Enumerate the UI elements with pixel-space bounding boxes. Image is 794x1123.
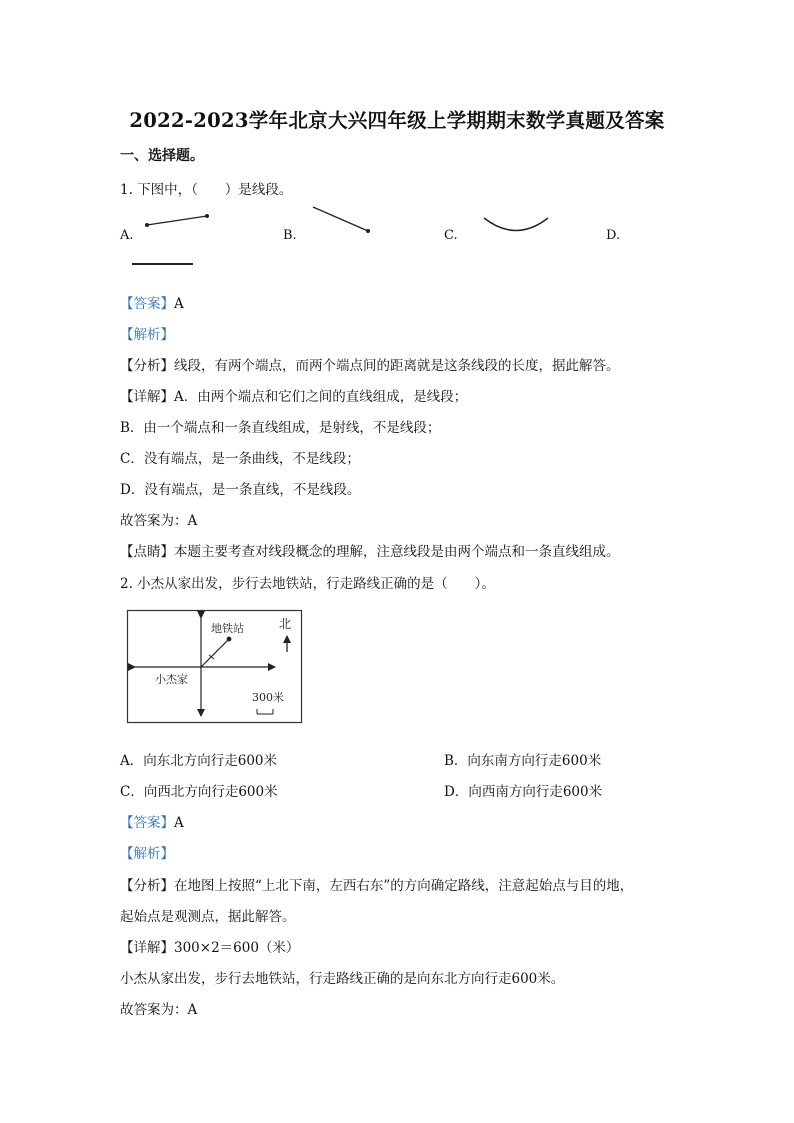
page-title: 2022-2023学年北京大兴四年级上学期期末数学真题及答案 bbox=[129, 109, 665, 132]
q2-fenxi bbox=[120, 874, 633, 894]
q2-fenxi-line2: 起始点是观测点，据此解答。 bbox=[120, 909, 296, 925]
q2-map bbox=[125, 608, 305, 726]
map-route-line bbox=[201, 639, 229, 667]
q1-figure-c-curve bbox=[484, 218, 548, 231]
q2-answer-value: A bbox=[174, 815, 184, 831]
q2-detail: 小杰从家出发，步行去地铁站，行走路线正确的是向东北方向行走600米。 bbox=[120, 971, 565, 987]
q1-stem: 1. 下图中，（ ）是线段。 bbox=[120, 182, 293, 198]
q1-option-c-label: C. bbox=[444, 228, 458, 243]
q2-analysis-tag: 【解析】 bbox=[120, 846, 174, 862]
q2-fenxi-tag: 【分析】 bbox=[120, 878, 174, 894]
q1-option-a-label: A. bbox=[120, 228, 134, 243]
q2-answer-tag: 【答案】 bbox=[120, 815, 174, 831]
q1-dianjing-text: 本题主要考查对线段概念的理解，注意线段是由两个端点和一条直线组成。 bbox=[174, 544, 620, 560]
q1-answer-tag: 【答案】 bbox=[120, 296, 174, 312]
q1-fenxi bbox=[120, 354, 620, 374]
q1-answer bbox=[120, 292, 184, 312]
q2-stem: 2. 小杰从家出发，步行去地铁站，行走路线正确的是（ ）。 bbox=[120, 576, 495, 592]
q1-option-d-label: D. bbox=[606, 228, 621, 243]
station-point bbox=[227, 637, 232, 642]
home-label: 小杰家 bbox=[155, 673, 188, 686]
q1-answer-value: A bbox=[174, 296, 184, 312]
q1-fenxi-tag: 【分析】 bbox=[120, 358, 174, 374]
q2-answer bbox=[120, 811, 184, 831]
q2-xiangjie-tag: 【详解】 bbox=[120, 940, 174, 956]
scale-label: 300米 bbox=[252, 691, 284, 704]
q2-xiangjie bbox=[120, 936, 299, 956]
q1-dianjing-tag: 【点睛】 bbox=[120, 544, 174, 560]
q1-line-c: C．没有端点，是一条曲线，不是线段； bbox=[120, 451, 360, 467]
station-label: 地铁站 bbox=[211, 622, 244, 635]
q1-line-d: D．没有端点，是一条直线，不是线段。 bbox=[120, 482, 361, 498]
section-heading: 一、选择题。 bbox=[120, 148, 204, 164]
q1-option-b-label: B. bbox=[283, 228, 297, 243]
q2-option-d: D．向西南方向行走600米 bbox=[444, 784, 603, 800]
q2-option-b: B．向东南方向行走600米 bbox=[444, 753, 602, 769]
q1-fenxi-text: 线段，有两个端点，而两个端点间的距离就是这条线段的长度，据此解答。 bbox=[174, 358, 620, 374]
q1-xiangjie-tag: 【详解】 bbox=[120, 389, 174, 405]
q2-fenxi-text: 在地图上按照“上北下南，左西右东”的方向确定路线，注意起始点与目的地， bbox=[174, 878, 634, 894]
q1-dianjing bbox=[120, 540, 620, 560]
q2-xiangjie-text: 300×2＝600（米） bbox=[174, 940, 300, 956]
q1-xiangjie bbox=[120, 385, 467, 405]
q2-option-a: A．向东北方向行走600米 bbox=[120, 753, 278, 769]
q2-option-c: C．向西北方向行走600米 bbox=[120, 784, 278, 800]
q1-analysis-tag: 【解析】 bbox=[120, 327, 174, 343]
q1-figure-b-ray bbox=[313, 207, 370, 233]
north-label: 北 bbox=[279, 617, 292, 631]
q1-line-b: B．由一个端点和一条直线组成，是射线，不是线段； bbox=[120, 420, 441, 436]
q1-xiangjie-text: A．由两个端点和它们之间的直线组成，是线段； bbox=[174, 389, 468, 405]
q1-figure-a-segment bbox=[145, 214, 209, 227]
q2-conclusion: 故答案为：A bbox=[120, 1002, 198, 1018]
q1-figures bbox=[0, 0, 794, 280]
q1-conclusion: 故答案为：A bbox=[120, 513, 198, 529]
